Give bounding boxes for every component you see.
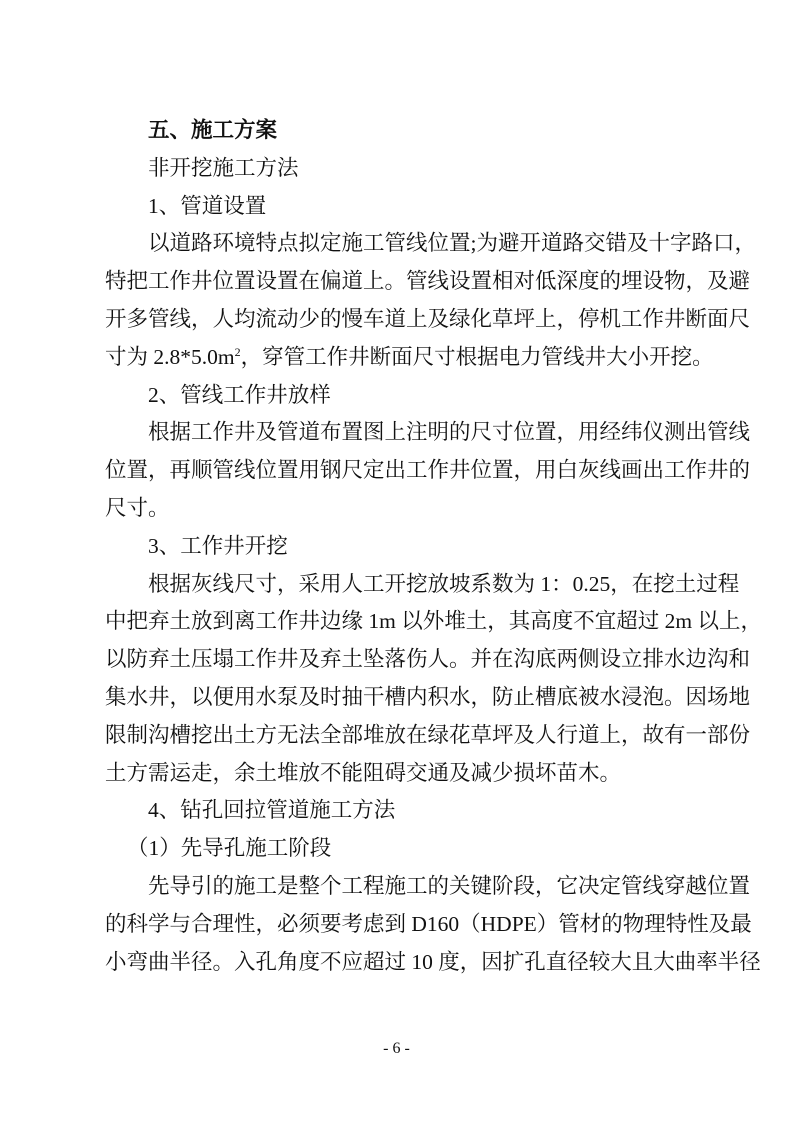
superscript-squared: 2 [234,344,241,359]
section-1-paragraph [105,225,756,376]
section-4-paragraph [105,868,761,981]
section-4-subheading: （1）先导孔施工阶段 [127,836,332,861]
paragraph-line: 特把工作井位置设置在偏道上。管线设置相对低深度的埋设物，及避 [105,269,751,294]
document-page [105,112,762,981]
dimension-text: 寸为 2.8*5.0m [105,344,235,369]
paragraph-line: 限制沟槽挖出土方无法全部堆放在绿花草坪及人行道上，故有一部份 [105,722,751,747]
paragraph-line: 土方需运走，余土堆放不能阻碍交通及减少损坏苗木。 [105,760,622,785]
paragraph-line: 小弯曲半径。入孔角度不应超过 10 度，因扩孔直径较大且大曲率半径 [105,949,761,974]
method-subtitle: 非开挖施工方法 [148,155,299,180]
section-3-paragraph [105,566,762,793]
paragraph-line: 根据灰线尺寸，采用人工开挖放坡系数为 1：0.25，在挖土过程 [148,571,740,596]
paragraph-line [105,339,714,377]
page-number: - 6 - [383,1040,410,1057]
section-4-heading: 4、钻孔回拉管道施工方法 [148,798,396,823]
paragraph-line: 根据工作井及管道布置图上注明的尺寸位置，用经纬仪测出管线 [148,420,751,445]
paragraph-line: 尺寸。 [105,495,170,520]
paragraph-line: 开多管线，人均流动少的慢车道上及绿化草坪上，停机工作井断面尺 [105,306,751,331]
section-2-paragraph [105,414,751,527]
paragraph-line: 集水井，以便用水泵及时抽干槽内积水，防止槽底被水浸泡。因场地 [105,684,751,709]
paragraph-line: 以道路环境特点拟定施工管线位置;为避开道路交错及十字路口， [148,231,756,256]
paragraph-line: 以防弃土压塌工作井及弃土坠落伤人。并在沟底两侧设立排水边沟和 [105,647,751,672]
paragraph-line: 的科学与合理性，必须要考虑到 D160（HDPE）管材的物理特性及最 [105,911,752,936]
paragraph-line: 先导引的施工是整个工程施工的关键阶段，它决定管线穿越位置 [148,873,751,898]
section-1-heading: 1、管道设置 [148,193,267,218]
section-title: 五、施工方案 [148,118,278,142]
paragraph-line: 位置，再顺管线位置用钢尺定出工作井位置，用白灰线画出工作井的 [105,458,751,483]
section-2-heading: 2、管线工作井放样 [148,382,331,407]
paragraph-line: 中把弃土放到离工作井边缘 1m 以外堆土，其高度不宜超过 2m 以上， [105,609,762,634]
dimension-text-suffix: ，穿管工作井断面尺寸根据电力管线井大小开挖。 [240,344,714,369]
section-3-heading: 3、工作井开挖 [148,533,288,558]
